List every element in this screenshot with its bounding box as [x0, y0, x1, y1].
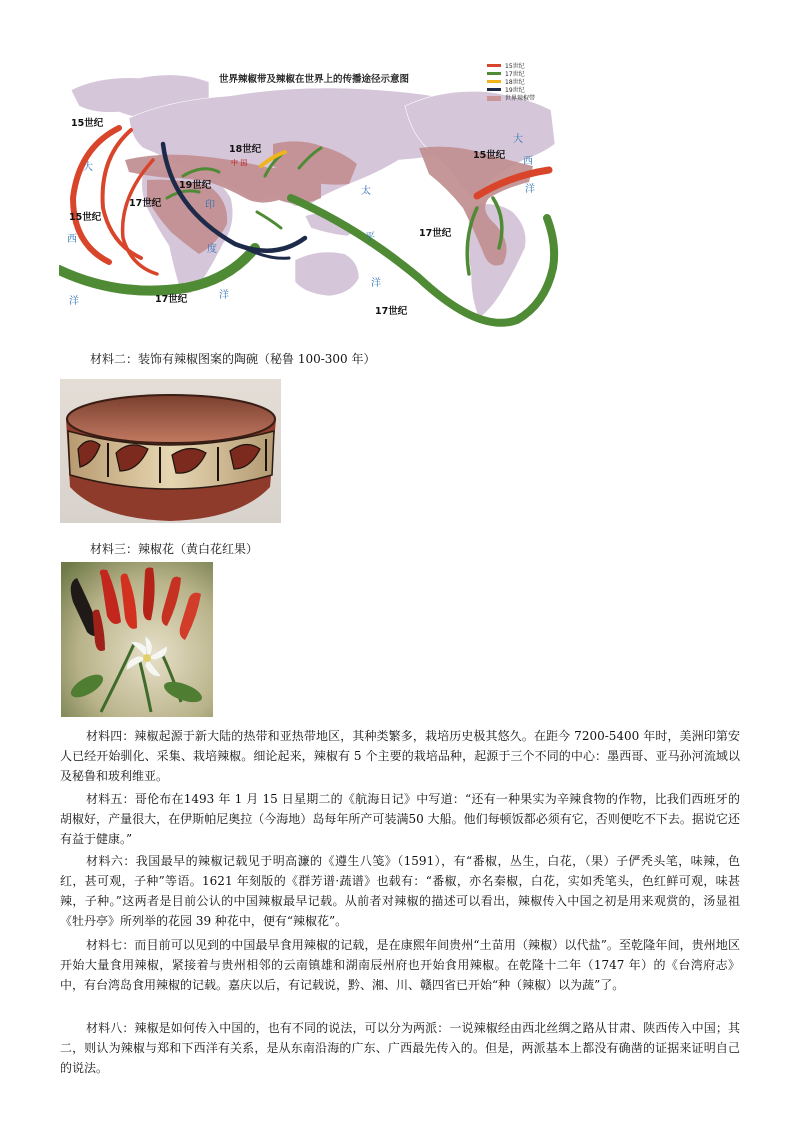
legend-swatch	[487, 96, 501, 101]
map-title: 世界辣椒带及辣椒在世界上的传播途径示意图	[219, 74, 410, 85]
ocean-indian-3: 洋	[219, 290, 229, 301]
ocean-pacific-3: 洋	[371, 278, 381, 289]
ocean-indian-1: 印	[205, 200, 215, 211]
legend-swatch	[487, 80, 501, 83]
paragraph-material-8: 材料八：辣椒是如何传入中国的，也有不同的说法，可以分为两派：一说辣椒经由西北丝绸之路从甘肃、陕西传入中国；其二，则认为辣椒与郑和下西洋有关系，是从东南沿海的广东、广西最先传入的。但是，两派基本上都没有确凿的证据来证明自己的说法。	[60, 1021, 740, 1075]
label-17th-africa: 17世纪	[129, 198, 162, 209]
label-17th-america: 17世纪	[419, 228, 452, 239]
ocean-atlantic-e-3: 洋	[525, 184, 535, 195]
label-china: 中 国	[231, 159, 248, 167]
label-15th-left-top: 15世纪	[71, 118, 104, 129]
legend-swatch	[487, 88, 501, 91]
paragraph-material-5: 材料五：哥伦布在1493 年 1 月 15 日星期二的《航海日记》中写道：“还有一种果实为辛辣食物的作物，比我们西班牙的胡椒好，产量很大，在伊斯帕尼奥拉（今海地）岛每年所产可装满50 大船。他们每顿饭都必须有它，否则便吃不下去。据说它还有益于健康。”	[60, 792, 740, 846]
ocean-atlantic-w-3: 洋	[69, 296, 79, 307]
ocean-atlantic-w-2: 西	[67, 234, 77, 245]
legend-label: 17世纪	[505, 71, 525, 78]
label-18th: 18世纪	[229, 144, 262, 155]
legend-label: 19世纪	[505, 87, 525, 94]
label-17th-bottom-mid: 17世纪	[375, 306, 408, 317]
legend-label: 世界辣椒带	[505, 95, 536, 102]
chili-flower-photo	[61, 562, 213, 717]
paragraph-material-7: 材料七：而目前可以见到的中国最早食用辣椒的记载，是在康熙年间贵州“土苗用（辣椒）以代盐”。至乾隆年间，贵州地区开始大量食用辣椒，紧接着与贵州相邻的云南镇雄和湖南辰州府也开始食用辣椒。在乾隆十二年（1747 年）的《台湾府志》中，有台湾岛食用辣椒的记载。嘉庆以后，有记载说，黔、湘、川、赣四省已开始“种（辣椒）以为蔬”了。	[60, 938, 740, 992]
label-15th-left-bottom: 15世纪	[69, 212, 102, 223]
ocean-atlantic-e-2: 西	[523, 156, 533, 167]
chili-spread-map	[59, 48, 561, 340]
legend-label: 15世纪	[505, 63, 525, 70]
ocean-pacific-1: 太	[361, 186, 371, 197]
label-17th-bottom-left: 17世纪	[155, 294, 188, 305]
ocean-atlantic-w-1: 大	[83, 162, 93, 173]
ocean-pacific-2: 平	[365, 232, 375, 243]
pottery-bowl-photo	[60, 379, 281, 523]
caption-material-2: 材料二：装饰有辣椒图案的陶碗（秘鲁 100-300 年）	[90, 352, 376, 366]
legend-swatch	[487, 72, 501, 75]
legend-label: 18世纪	[505, 79, 525, 86]
caption-material-3: 材料三：辣椒花（黄白花红果）	[90, 542, 259, 556]
label-15th-america: 15世纪	[473, 150, 506, 161]
ocean-indian-2: 度	[207, 244, 217, 255]
paragraph-material-6: 材料六：我国最早的辣椒记载见于明高濂的《遵生八笺》（1591），有“番椒，丛生，白花，（果）子俨秃头笔，味辣，色红，甚可观，子种”等语。1621 年刻版的《群芳谱·蔬谱》也载有：“番椒，亦名秦椒，白花，实如秃笔头，色红鲜可观，味甚辣，子种。”这两者是目前公认的中国辣椒最早记载。从前者对辣椒的描述可以看出，辣椒传入中国之初是用来观赏的，汤显祖《牡丹亭》所列举的花园 39 种花中，便有“辣椒花”。	[60, 854, 740, 928]
legend-swatch	[487, 64, 501, 67]
ocean-atlantic-e-1: 大	[513, 134, 523, 145]
label-19th: 19世纪	[179, 180, 212, 191]
paragraph-material-4: 材料四：辣椒起源于新大陆的热带和亚热带地区，其种类繁多，栽培历史极其悠久。在距今 7200-5400 年时，美洲印第安人已经开始驯化、采集、栽培辣椒。细论起来，辣椒有 5 个主要的栽培品种，起源于三个不同的中心：墨西哥、亚马孙河流域以及秘鲁和玻利维亚。	[60, 729, 740, 783]
